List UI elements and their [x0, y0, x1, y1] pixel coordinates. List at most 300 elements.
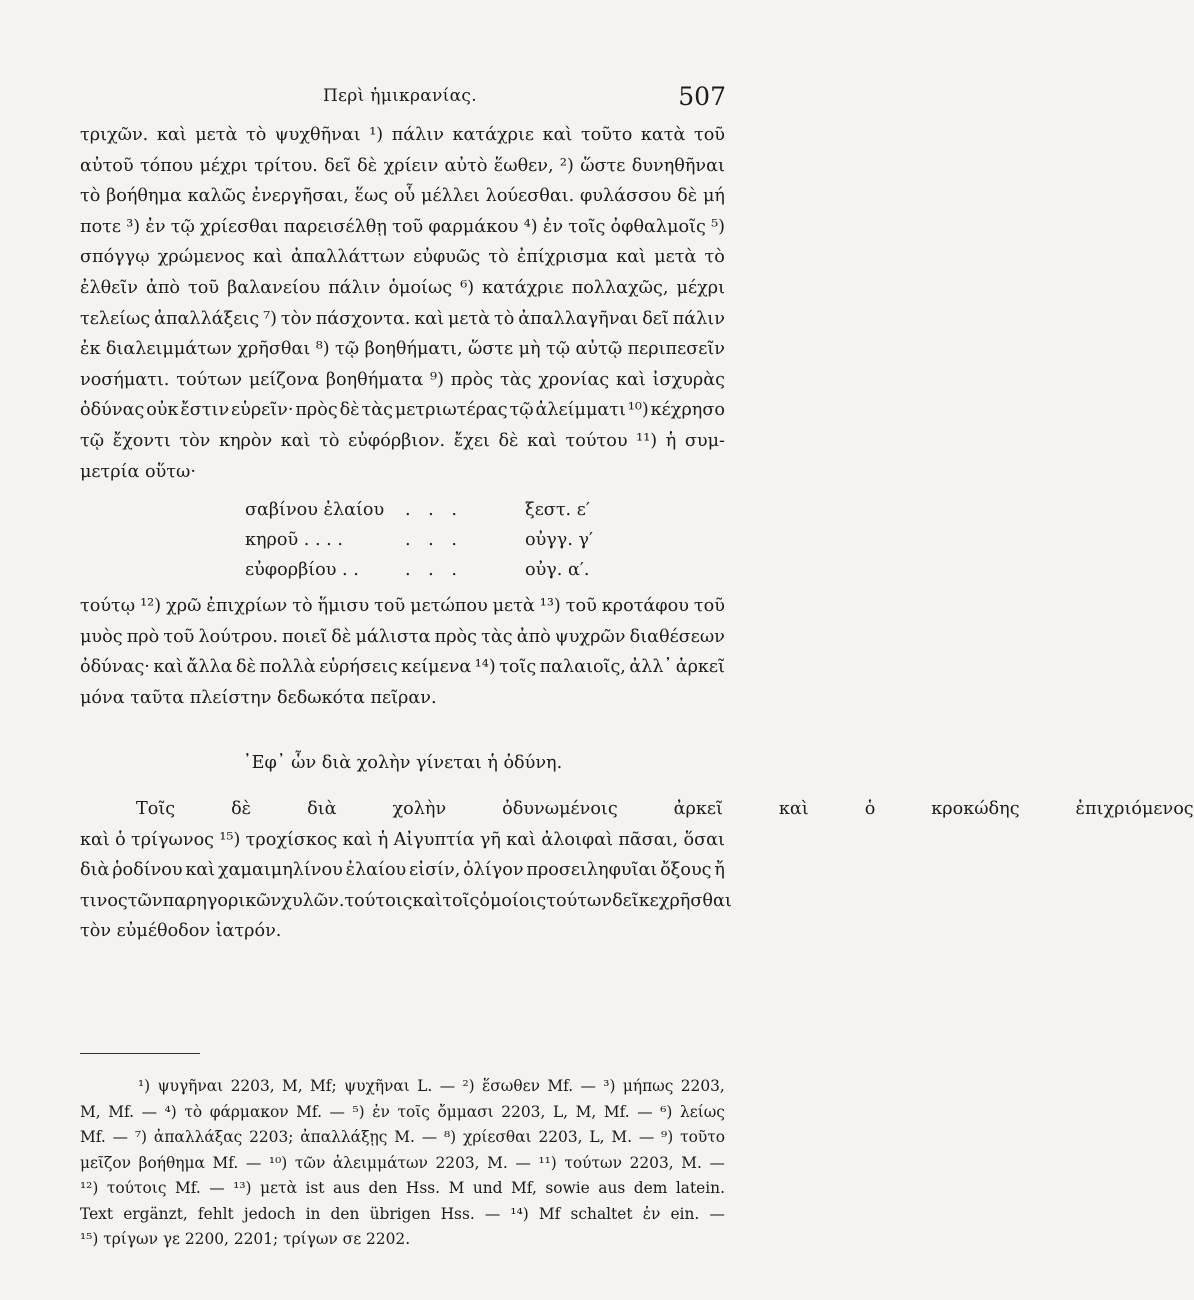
word: Mf. [603, 1102, 630, 1121]
section-heading: ᾽Εφ᾽ ὧν διὰ χολὴν γίνεται ἡ ὀδύνη. [242, 752, 563, 773]
word: δὲ [235, 657, 257, 678]
word: ἰσχυρὰς [652, 369, 725, 390]
paragraph-1 [80, 120, 725, 457]
word: ποιεῖ [282, 626, 328, 647]
word: L, [589, 1128, 605, 1146]
word: — [580, 1077, 596, 1095]
word: Τοῖς [136, 799, 176, 820]
word: τοῦτο [580, 125, 633, 145]
word: — [638, 1128, 655, 1146]
word: τοῦ [693, 596, 725, 617]
word: τῷ [335, 339, 360, 360]
word: μετώπου [410, 596, 488, 617]
word: sowie [545, 1179, 590, 1197]
word: καὶ [153, 657, 184, 678]
word: ἀπαλλάξεις [154, 308, 260, 329]
word: δεῖ [324, 155, 351, 176]
footnote-line [80, 1125, 725, 1151]
word: τοῖς [499, 657, 537, 678]
text-line [80, 825, 725, 856]
paragraph-2 [80, 591, 725, 683]
word: διαθέσεων [629, 626, 725, 647]
word: πρὸς [434, 626, 477, 647]
word: und [472, 1179, 503, 1197]
running-header: Περὶ ἡμικρανίας. [323, 86, 477, 106]
word: ἔστιν [180, 400, 230, 421]
word: τοῦ [163, 626, 195, 647]
word: ¹³) [539, 596, 561, 617]
word: M. [487, 1153, 508, 1172]
word: ⁶) [460, 277, 475, 298]
word: M, [80, 1102, 101, 1121]
word: ἐλαίου [345, 860, 407, 881]
paragraph-3 [80, 794, 1194, 916]
word: ὀδύνας· [80, 657, 150, 678]
word: ὀδυνωμένοις [502, 799, 618, 820]
word: 2203; [249, 1128, 294, 1146]
text-line [80, 365, 725, 396]
text-line: τὸν εὐμέθοδον ἰατρόν. [80, 921, 282, 942]
word: μήπως [622, 1077, 674, 1095]
word: χρίεσθαι [200, 216, 279, 237]
word: καὶ [412, 890, 443, 911]
word: ⁸) [443, 1128, 457, 1146]
word: χαμαιμηλίνου [218, 860, 343, 881]
word: aus [598, 1179, 626, 1197]
word: δυνηθῆναι [631, 155, 725, 176]
word: καὶ [527, 430, 557, 451]
word: τινος [80, 890, 128, 911]
word: πολλὰ [259, 657, 316, 678]
footnote-separator [80, 1053, 200, 1054]
footnote-line [80, 1176, 725, 1202]
word: λούτρου. [198, 626, 278, 647]
word: τοῦ [392, 216, 424, 237]
word: ³) [126, 216, 141, 237]
word: ἐπίχρισμα [516, 247, 609, 268]
word: καὶ [185, 860, 216, 881]
main-text [80, 120, 1194, 947]
word: ¹³) [233, 1179, 252, 1197]
recipe-dots: . . . [405, 529, 463, 550]
word: μετὰ [195, 125, 238, 145]
word: — [439, 1077, 456, 1095]
word: μυὸς [80, 626, 123, 647]
word: μετριωτέρας [394, 400, 508, 421]
word: ἀπὸ [145, 277, 180, 298]
word: πᾶσαι, [618, 829, 679, 850]
word: πολλαχῶς, [571, 277, 669, 298]
word: τοῦ [374, 596, 406, 617]
word: κέχρησο [650, 400, 725, 421]
recipe-table [80, 495, 725, 585]
text-line [80, 652, 725, 683]
word: τοῖς [397, 1102, 430, 1121]
word: ἕσωθεν [482, 1077, 540, 1095]
word: κατάχριε [452, 125, 535, 145]
word: τὸ [704, 247, 725, 268]
word: τούτῳ [80, 596, 136, 617]
word: in [305, 1204, 321, 1223]
word: προσειληφυῖαι [526, 860, 658, 881]
word: τῷ [546, 339, 571, 360]
word: νοσήματι. [80, 369, 170, 390]
word: den [368, 1179, 398, 1197]
word: τόπου [139, 155, 194, 176]
recipe-dots: . . . [405, 499, 463, 520]
word: ἕωθεν, [493, 155, 554, 176]
word: αὐτῷ [575, 339, 623, 360]
word: ἥμισυ [317, 596, 370, 617]
word: καὶ [342, 829, 373, 850]
recipe-ingredient: εὐφορβίου . . [245, 559, 359, 580]
word: δὲ [677, 186, 698, 207]
word: ἤ [714, 860, 725, 881]
text-line [80, 591, 725, 622]
word: βοηθήματι, [364, 339, 463, 360]
word: δεῖ [642, 308, 669, 329]
word: M. [611, 1128, 632, 1146]
text-line [80, 242, 725, 273]
word: ἡ [665, 430, 677, 451]
word: οὗ [393, 186, 416, 207]
footnotes [80, 1074, 725, 1253]
word: κείμενα [401, 657, 472, 678]
text-line [80, 273, 725, 304]
word: μέχρι [676, 277, 725, 298]
word: ὁ [115, 829, 126, 850]
word: τούτου [565, 430, 628, 451]
word: Hss. [405, 1179, 441, 1197]
word: Text [80, 1204, 114, 1223]
word: δὲ [231, 799, 252, 820]
word: ergänzt, [123, 1204, 188, 1223]
word: ὀλίγον [463, 860, 524, 881]
word: ¹¹) [538, 1153, 557, 1172]
word: ¹⁰) [268, 1153, 288, 1172]
word: Αἰγυπτία [393, 829, 475, 850]
word: μετὰ [260, 1179, 297, 1197]
word: τὸν [179, 430, 211, 451]
word: fehlt [197, 1204, 234, 1223]
word: αὐτὸ [444, 155, 488, 176]
word: τούτων [564, 1153, 622, 1172]
word: ¹) [369, 125, 384, 145]
word: τὸ [184, 1102, 203, 1121]
word: τρίτου. [254, 155, 318, 176]
word: δὲ [498, 430, 519, 451]
word: — [709, 1153, 725, 1172]
word: χρῶ [166, 596, 202, 617]
word: 2203, [680, 1077, 725, 1095]
word: κατάχριε [482, 277, 564, 298]
word: ἔχει [453, 430, 490, 451]
word: παρεισέλθῃ [283, 216, 387, 237]
recipe-amount: οὐγ. α′. [525, 559, 590, 580]
word: ὅσαι [683, 829, 725, 850]
word: ἀρκεῖ [673, 799, 723, 820]
word: καὶ [156, 125, 187, 145]
word: δεῖ [612, 890, 639, 911]
word: ἀπαλλάξῃς [300, 1128, 388, 1146]
word: ²) [559, 155, 574, 176]
word: τοῖς [442, 890, 480, 911]
word: τελείως [80, 308, 151, 329]
word: καὶ [280, 430, 311, 451]
word: πάλιν [672, 308, 725, 329]
word: τούτων [546, 890, 613, 911]
word: τρίγωνος [131, 829, 215, 850]
word: ἐν [145, 216, 166, 237]
word: L. [417, 1077, 433, 1095]
word: δὲ [331, 626, 352, 647]
word: M. [394, 1128, 415, 1146]
word: εἰσίν, [409, 860, 461, 881]
word: ἐν [542, 216, 564, 237]
word: ἀλείμματι [535, 400, 626, 421]
word: ἐλθεῖν [80, 277, 138, 298]
word: ἀπαλλάξας [153, 1128, 243, 1146]
word: χρώμενος [157, 247, 245, 268]
word: 2203, [538, 1128, 583, 1146]
word: λείως [680, 1102, 725, 1121]
word: ἀρκεῖ [675, 657, 725, 678]
word: καὶ [616, 369, 646, 390]
recipe-amount: ξεστ. ε′ [525, 499, 590, 520]
word: πάλιν [391, 125, 444, 145]
text-line: μόνα ταῦτα πλείστην δεδωκότα πεῖραν. [80, 687, 437, 708]
word: τὰς [481, 626, 513, 647]
word: τὰς [361, 400, 393, 421]
word: χρίεσθαι [463, 1128, 532, 1146]
word: Mf. [296, 1102, 322, 1121]
word: ὁμοίοις [479, 890, 547, 911]
word: ⁹) [430, 369, 444, 390]
word: Mf. [108, 1102, 135, 1121]
recipe-amount: οὐγγ. γ′ [525, 529, 594, 550]
word: μεῖζον [80, 1153, 131, 1172]
word: ἀπὸ [516, 626, 551, 647]
word: M [448, 1179, 465, 1197]
word: πάλιν [328, 277, 381, 298]
word: ⁸) [315, 339, 330, 360]
text-line [80, 120, 725, 151]
word: χολὴν [392, 799, 447, 820]
word: χρῆσθαι [237, 339, 311, 360]
word: ⁶) [660, 1102, 673, 1121]
word: ποτε [80, 216, 122, 237]
word: ἀπαλλάττων [290, 247, 405, 268]
word: χρονίας [538, 369, 610, 390]
word: τῷ [80, 430, 105, 451]
word: — [329, 1102, 345, 1121]
word: aus [333, 1179, 361, 1197]
word: τῶν [127, 890, 163, 911]
word: ἐν [642, 1204, 661, 1223]
text-line [80, 151, 725, 182]
word: εὐφυῶς [413, 247, 481, 268]
word: εὑρήσεις [319, 657, 398, 678]
word: ³) [603, 1077, 616, 1095]
word: — [141, 1102, 158, 1121]
word: καὶ [542, 125, 573, 145]
word: λούεσθαι. [485, 186, 575, 207]
word: Mf. [80, 1128, 106, 1146]
word: κηρὸν [218, 430, 273, 451]
word: τούτοις [106, 1179, 167, 1197]
word: — [484, 1204, 501, 1223]
text-line [80, 622, 725, 653]
text-line: μετρία οὕτω· [80, 461, 196, 482]
word: κεχρῆσθαι [638, 890, 732, 911]
word: ¹¹) [636, 430, 658, 451]
word: εὑρεῖν· [231, 400, 294, 421]
word: κροκώδης [931, 799, 1020, 820]
text-line [80, 395, 725, 426]
word: τοῦ [565, 596, 597, 617]
word: τριχῶν. [80, 125, 149, 145]
word: μετὰ [654, 247, 697, 268]
word: ἐπιχριόμενος [1075, 799, 1194, 820]
word: ⁷) [263, 308, 277, 329]
word: Hss. [440, 1204, 475, 1223]
word: τοῖς [568, 216, 606, 237]
word: οὐκ [146, 400, 179, 421]
word: βοήθημα [106, 186, 182, 207]
word: παλαιοῖς, [539, 657, 626, 678]
word: — [112, 1128, 129, 1146]
word: — [709, 1204, 725, 1223]
recipe-row [80, 525, 725, 555]
word: τοῦ [693, 125, 725, 145]
word: τούτοις [344, 890, 413, 911]
word: ein. [670, 1204, 700, 1223]
word: Mf. [212, 1153, 239, 1172]
word: βαλανείου [227, 277, 321, 298]
word: φάρμακον [209, 1102, 289, 1121]
word: ἐνεργῆσαι, [251, 186, 349, 207]
word: καὶ [506, 829, 537, 850]
word: 2203, [435, 1153, 480, 1172]
word: ἕως [354, 186, 389, 207]
word: ¹⁴) [474, 657, 496, 678]
word: ἀλειμμάτων [332, 1153, 428, 1172]
word: χυλῶν. [281, 890, 345, 911]
word: διὰ [307, 799, 337, 820]
word: χρίειν [383, 155, 439, 176]
word: ὄμμασι [437, 1102, 494, 1121]
page-number: 507 [678, 82, 726, 111]
word: M. [681, 1153, 702, 1172]
word: ψυχῆναι [344, 1077, 410, 1095]
recipe-ingredient: κηροῦ . . . . [245, 529, 343, 550]
word: ὁ [864, 799, 876, 820]
word: καὶ [414, 308, 445, 329]
word: ὀδύνας [80, 400, 145, 421]
word: ¹²) [80, 1179, 99, 1197]
word: ²) [462, 1077, 475, 1095]
word: σπόγγῳ [80, 247, 150, 268]
word: μὴ [518, 339, 541, 360]
word: — [245, 1153, 262, 1172]
word: μέλλει [421, 186, 480, 207]
word: Mf [538, 1204, 561, 1223]
word: Mf; [310, 1077, 337, 1095]
word: latein. [675, 1179, 725, 1197]
word: πάσχοντα. [315, 308, 411, 329]
word: ἀπαλλαγῆναι [518, 308, 639, 329]
word: μή [702, 186, 725, 207]
recipe-ingredient: σαβίνου ἐλαίου [245, 499, 385, 520]
word: jedoch [243, 1204, 296, 1223]
word: αὐτοῦ [80, 155, 134, 176]
footnote-line [80, 1100, 725, 1126]
word: ὄξους [660, 860, 712, 881]
text-line [80, 212, 725, 243]
word: ⁴) [164, 1102, 177, 1121]
word: τὸ [80, 186, 101, 207]
word: τῶν [294, 1153, 326, 1172]
word: μάλιστα [355, 626, 431, 647]
recipe-dots: . . . [405, 559, 463, 580]
word: ὥστε [467, 339, 514, 360]
word: ἄλλα [186, 657, 233, 678]
word: ἐκ [80, 339, 101, 360]
word: 2203, [501, 1102, 546, 1121]
word: ἡ [377, 829, 389, 850]
word: πρὸς [450, 369, 494, 390]
word: φυλάσσου [579, 186, 672, 207]
word: καὶ [252, 247, 283, 268]
word: — [421, 1128, 438, 1146]
recipe-row [80, 495, 725, 525]
word: καὶ [616, 247, 646, 268]
word: τροχίσκος [245, 829, 338, 850]
footnote-line [80, 1202, 725, 1228]
word: — [515, 1153, 531, 1172]
word: τῷ [509, 400, 534, 421]
word: τὸ [494, 308, 515, 329]
word: ¹) [138, 1077, 151, 1095]
word: διαλειμμάτων [105, 339, 232, 360]
text-line [80, 886, 732, 917]
word: δὲ [357, 155, 378, 176]
word: — [209, 1179, 225, 1197]
recipe-row [80, 555, 725, 585]
word: τὸ [292, 596, 313, 617]
word: τὸ [245, 125, 267, 145]
word: 2203, [629, 1153, 674, 1172]
word: ἐπιχρίων [206, 596, 288, 617]
word: βοηθήματα [325, 369, 424, 390]
word: τὰς [499, 369, 532, 390]
word: περιπεσεῖν [627, 339, 725, 360]
word: M, [575, 1102, 597, 1121]
text-line [80, 426, 725, 457]
footnote-line [80, 1074, 725, 1100]
word: ψυχθῆναι [274, 125, 361, 145]
word: τὸ [488, 247, 509, 268]
footnote-line [80, 1151, 725, 1177]
word: ὥστε [580, 155, 626, 176]
word: τὸ [319, 430, 340, 451]
word: ¹⁰) [627, 400, 649, 421]
word: ⁵) [711, 216, 725, 237]
word: übrigen [369, 1204, 431, 1223]
word: ⁷) [134, 1128, 148, 1146]
word: γῆ [479, 829, 501, 850]
word: μετὰ [447, 308, 491, 329]
